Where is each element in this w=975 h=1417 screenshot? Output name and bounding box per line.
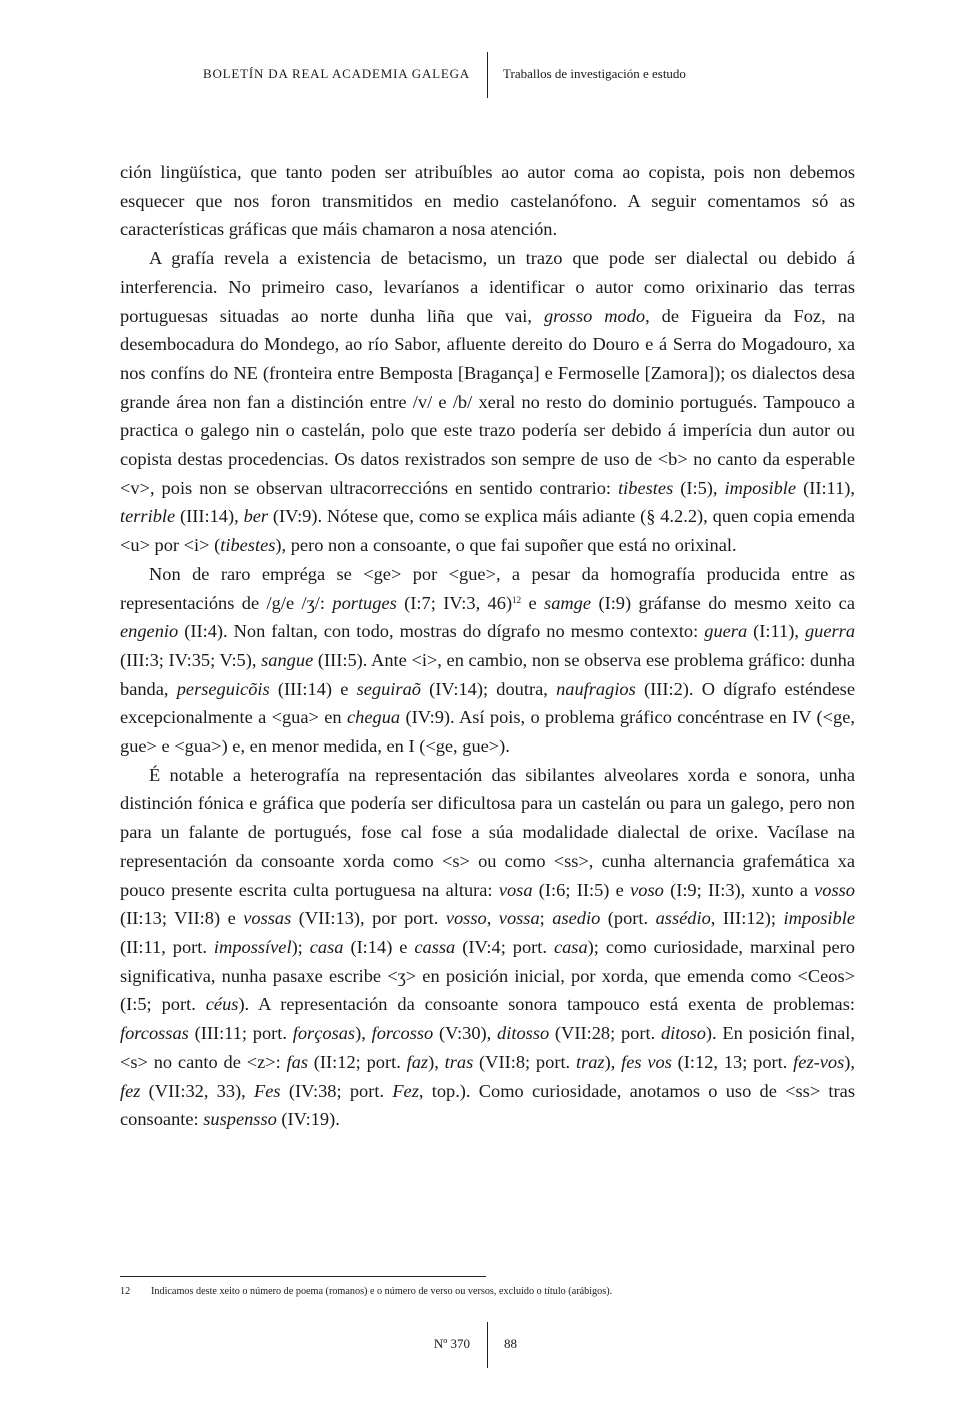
italic-term: impossível (213, 936, 292, 957)
italic-term: sangue (261, 649, 314, 670)
text-run: (III:14), (175, 506, 244, 527)
text-run: ), pero non a consoante, o que fai supoñer que está no orixinal. (275, 535, 737, 556)
text-run: ); (291, 936, 310, 957)
text-run: (II:11), (796, 477, 855, 498)
text-run: ), (844, 1051, 855, 1072)
italic-term: naufragios (556, 678, 636, 699)
text-run: (I:14) e (343, 936, 415, 957)
italic-term: vosso, vossa (445, 908, 540, 929)
text-run: (I:7; IV:3, 46) (396, 592, 513, 613)
text-run: (port. (600, 908, 656, 929)
italic-term: forcosso (371, 1023, 434, 1044)
italic-term: imposible (783, 908, 855, 929)
paragraph-2 (120, 244, 855, 560)
text-run: (III:3; IV:35; V:5), (120, 649, 262, 670)
italic-term: ditosso (497, 1023, 550, 1044)
italic-term: casa (309, 936, 344, 957)
text-run: (III:11; port. (188, 1023, 293, 1044)
italic-term: céus (205, 994, 239, 1015)
italic-term: seguiraõ (356, 678, 421, 699)
italic-term: ditoso (660, 1023, 706, 1044)
text-run: Non de raro empréga se <ge> por <gue>, a pesar da homografía producida entre as representacións de /g/e /ʒ/: (120, 563, 855, 613)
footnote-text: Indicamos deste xeito o número de poema (romanos) e o número de verso ou versos, excluído o título (arábigos). (151, 1286, 613, 1297)
text-run: (II:13; VII:8) e (120, 908, 244, 929)
italic-term: fes vos (621, 1051, 672, 1072)
italic-term: portuges (332, 592, 397, 613)
text-run: , de Figueira da Foz, na desembocadura do Mondego, ao río Sabor, afluente dereito do Douro e á Serra do Mogadouro, xa nos confíns do NE (fronteira entre Bemposta [Bragança] e Fermoselle [Zamora]); os dialectos desa grande área non fan a distinción entre /v/ e /b/ xeral no resto do dominio portugués. Tampouco a practica o galego nin o castelán, polo que este trazo podería ser debido á imperícia dun autor ou copista destas procedencias. Os datos rexistrados son sempre de uso de <b> no canto da esperable <v>, pois non se observan ultracorreccións en sentido contrario: (120, 305, 855, 498)
footnote-12 (120, 1285, 855, 1299)
text-run: ), (604, 1051, 622, 1072)
text-run: e (521, 592, 545, 613)
italic-term: vosa (498, 879, 533, 900)
journal-title: BOLETÍN DA REAL ACADEMIA GALEGA (203, 66, 470, 81)
italic-term: faz (406, 1051, 429, 1072)
footer-divider (487, 1322, 488, 1368)
italic-term: tras (444, 1051, 474, 1072)
text-run: ; (539, 908, 553, 929)
italic-term: forcossas (120, 1023, 189, 1044)
text-run: ción lingüística, que tanto poden ser atribuíbles ao autor coma ao copista, pois non debemos esquecer que nos foron transmitidos en medio castelanófono. A seguir comentamos só as características gráficas que máis chamaron a nosa atención. (120, 162, 855, 240)
italic-term: vossas (243, 908, 292, 929)
footnote-number: 12 (120, 1286, 131, 1297)
italic-term: grosso modo (543, 305, 646, 326)
text-run: (VII:8; port. (473, 1051, 576, 1072)
italic-term: fez-vos (793, 1051, 845, 1072)
page-number: 88 (504, 1336, 517, 1351)
italic-term: Fes (254, 1080, 281, 1101)
text-run: ), (355, 1023, 372, 1044)
text-run: (I:9) gráfanse do mesmo xeito ca (591, 592, 855, 613)
italic-term: cassa (414, 936, 456, 957)
text-run: ). En posición final, <s> no canto de <z>: (120, 1023, 855, 1072)
header-divider (487, 52, 488, 98)
text-run: (III:5). Ante <i>, en cambio, non se observa ese problema gráfico: dunha banda, (120, 649, 855, 699)
text-run: (VII:32, 33), (140, 1080, 255, 1101)
text-run: (II:12; port. (308, 1051, 407, 1072)
italic-term: casa (553, 936, 588, 957)
footnote-separator (120, 1276, 486, 1277)
text-run: (IV:14); doutra, (420, 678, 557, 699)
italic-term: suspensso (203, 1109, 277, 1130)
text-run: (III:2). O dígrafo esténdese excepcionalmente a <gua> en (120, 678, 855, 728)
text-run: ), (428, 1051, 445, 1072)
italic-term: ber (243, 506, 269, 527)
italic-term: Fez (392, 1080, 419, 1101)
text-run: ). A representación da consoante sonora tampouco está exenta de problemas: (238, 994, 855, 1015)
italic-term: guera (704, 621, 748, 642)
text-run: (I:12, 13; port. (671, 1051, 794, 1072)
footnote-ref: 12 (512, 594, 522, 605)
text-run: (II:4). Non faltan, con todo, mostras do dígrafo no mesmo contexto: (178, 621, 705, 642)
italic-term: engenio (120, 621, 179, 642)
text-run: , top.). Como curiosidade, anotamos o uso de <ss> tras consoante: (120, 1080, 855, 1130)
italic-term: fez (120, 1080, 141, 1101)
paragraph-4 (120, 761, 855, 1134)
text-run: ); como curiosidade, marxinal pero significativa, nunha pasaxe escribe <ʒ> en posición inicial, por xorda, que emenda como <Ceos> (I:5; port. (120, 936, 855, 1015)
italic-term: terrible (120, 506, 176, 527)
text-run: (IV:9). Así pois, o problema gráfico concéntrase en IV (<ge, gue> e <gua>) e, en menor medida, en I (<ge, gue>). (120, 707, 855, 757)
text-run: (IV:9). Nótese que, como se explica máis adiante (§ 4.2.2), quen copia emenda <u> por <i> ( (120, 506, 855, 556)
paragraph-3 (120, 560, 855, 761)
text-run: A grafía revela a existencia de betacismo, un trazo que pode ser dialectal ou debido á interferencia. No primeiro caso, levaríanos a identificar o autor como orixinario das terras portuguesas situadas ao norte dunha liña que vai, (120, 248, 855, 326)
running-header (0, 52, 975, 98)
text-run: (II:11, port. (120, 936, 214, 957)
text-run: (VII:13), por port. (291, 908, 446, 929)
section-title: Traballos de investigación e estudo (503, 66, 686, 81)
text-run: (IV:38; port. (280, 1080, 393, 1101)
italic-term: chegua (346, 707, 401, 728)
text-run: (III:14) e (269, 678, 357, 699)
italic-term: forçosas (292, 1023, 356, 1044)
italic-term: voso (630, 879, 664, 900)
text-run: É notable a heterografía na representación das sibilantes alveolares xorda e sonora, unha distinción fónica e gráfica que podería ser dificultosa para un castelán ou para un galego, pero non para un falante de portugués, fose cal fose a súa modalidade dialectal de orixe. Vacílase na representación da consoante xorda como <s> ou como <ss>, cunha alternancia grafemática xa pouco presente escrita culta portuguesa na altura: (120, 764, 855, 900)
text-run: (I:5), (673, 477, 725, 498)
italic-term: tibestes (220, 535, 276, 556)
italic-term: traz (575, 1051, 605, 1072)
text-run: (I:11), (747, 621, 805, 642)
italic-term: asedio (552, 908, 601, 929)
text-run: (I:6; II:5) e (532, 879, 631, 900)
text-run: , III:12); (710, 908, 784, 929)
italic-term: perseguicõis (176, 678, 270, 699)
main-body-text (120, 158, 855, 1134)
italic-term: imposible (724, 477, 797, 498)
italic-term: vosso (814, 879, 855, 900)
text-run: (I:9; II:3), xunto a (663, 879, 815, 900)
italic-term: fas (286, 1051, 308, 1072)
italic-term: guerra (804, 621, 856, 642)
italic-term: tibestes (618, 477, 674, 498)
italic-term: samge (544, 592, 592, 613)
paragraph-1 (120, 158, 855, 244)
text-run: (IV:4; port. (455, 936, 554, 957)
text-run: (V:30), (433, 1023, 498, 1044)
issue-number: Nº 370 (433, 1336, 470, 1351)
italic-term: assédio (655, 908, 711, 929)
text-run: (IV:19). (276, 1109, 340, 1130)
text-run: (VII:28; port. (549, 1023, 661, 1044)
running-footer (0, 1322, 975, 1368)
